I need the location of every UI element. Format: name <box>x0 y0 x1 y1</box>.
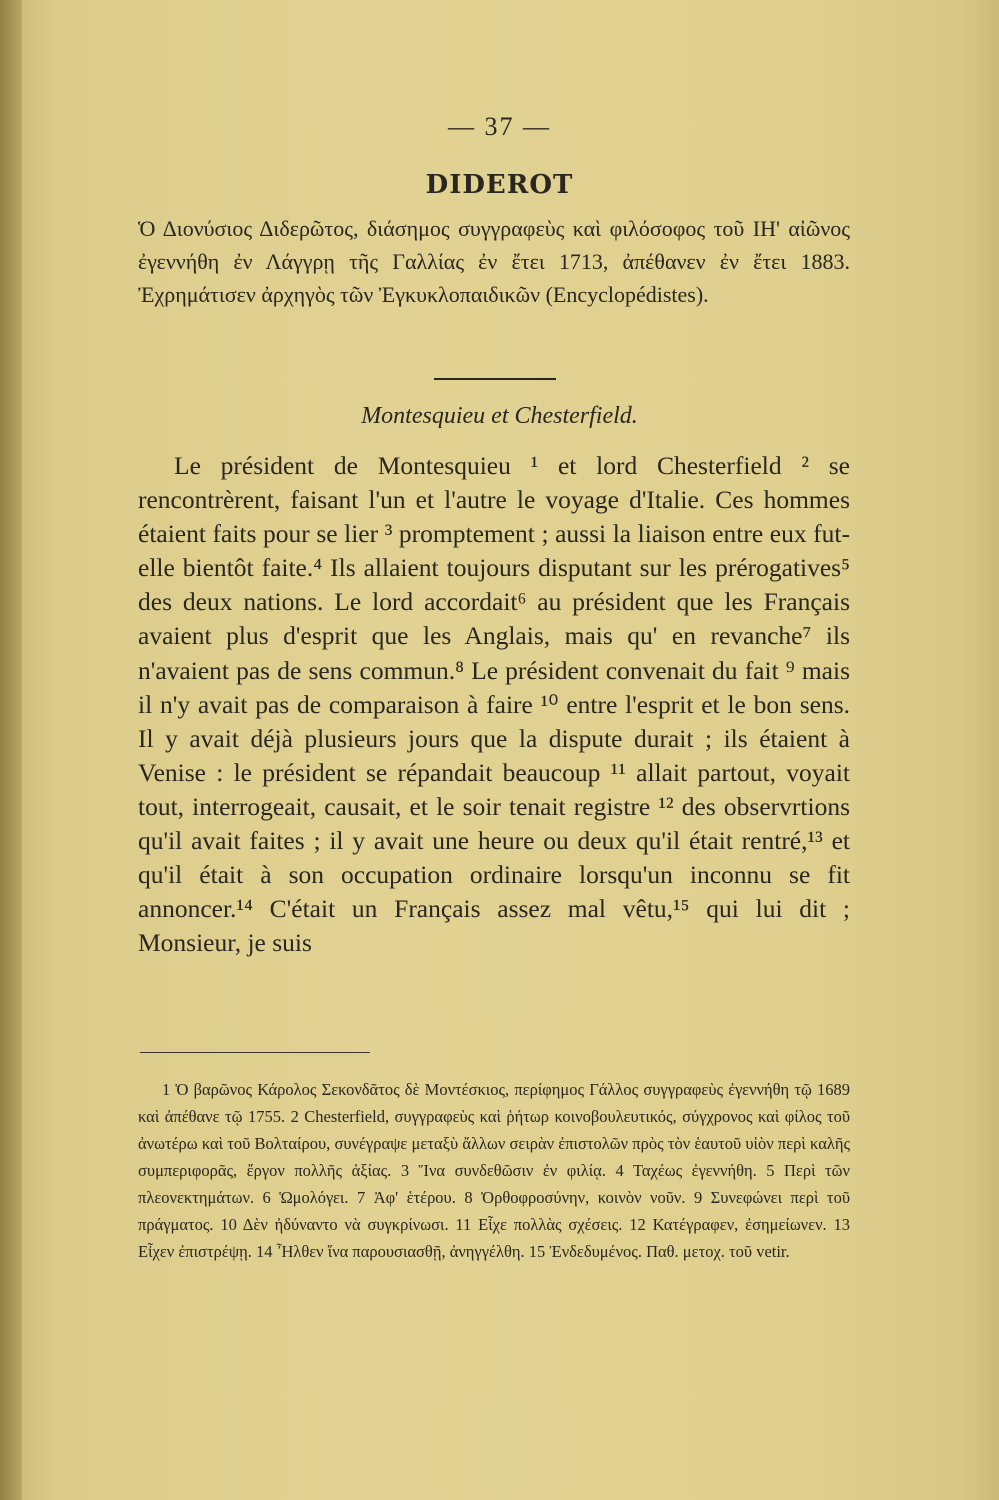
main-paragraph: Le président de Montesquieu ¹ et lord Chesterfield ² se rencontrèrent, faisant l'un et l'autre le voyage d'Italie. Ces hommes étaient faits pour se lier ³ promptement ; aussi la liaison entre eux fut-elle bientôt faite.⁴ Ils allaient toujours disputant sur les prérogatives⁵ des deux nations. Le lord accordait⁶ au président que les Français avaient plus d'esprit que les Anglais, mais qu' en revanche⁷ ils n'avaient pas de sens commun.⁸ Le président convenait du fait ⁹ mais il n'y avait pas de comparaison à faire ¹⁰ entre l'esprit et le bon sens. Il y avait déjà plusieurs jours que la dispute durait ; ils étaient à Venise : le président se répandait beaucoup ¹¹ allait partout, voyait tout, interrogeait, causait, et le soir tenait registre ¹² des observrtions qu'il avait faites ; il y avait une heure ou deux qu'il était rentré,¹³ et qu'il était à son occupation ordinaire lorsqu'un inconnu se fit annoncer.¹⁴ C'était un Français assez mal vêtu,¹⁵ qui lui dit ; Monsieur, je suis <box>138 451 850 958</box>
footnotes-text: 1 Ὁ βαρῶνος Κάρολος Σεκονδᾶτος δὲ Μοντέσκιος, περίφημος Γάλλος συγγραφεὺς ἐγεννήθη τῷ 1689 καὶ ἀπέθανε τῷ 1755. 2 Chesterfield, συγγραφεὺς καὶ ῥήτωρ κοινοβουλευτικός, σύγχρονος καὶ φίλος τοῦ ἀνωτέρω καὶ τοῦ Βολταίρου, συνέγραψε μεταξὺ ἄλλων σειρὰν ἐπιστολῶν πρὸς τὸν ἑαυτοῦ υἱὸν περὶ καλῆς συμπεριφορᾶς, ἔργον πολλῆς ἀξίας. 3 Ἵνα συνδεθῶσιν ἐν φιλίᾳ. 4 Ταχέως ἐγεννήθη. 5 Περὶ τῶν πλεονεκτημάτων. 6 Ὡμολόγει. 7 Ἀφ' ἑτέρου. 8 Ὀρθοφροσύνην, κοινὸν νοῦν. 9 Συνεφώνει περὶ τοῦ πράγματος. 10 Δὲν ἠδύναντο νὰ συγκρίνωσι. 11 Εἶχε πολλὰς σχέσεις. 12 Κατέγραφεν, ἐσημείωνεν. 13 Εἶχεν ἐπιστρέψῃ. 14 Ἦλθεν ἵνα παρουσιασθῇ, ἀνηγγέλθη. 15 Ἐνδεδυμένος. Παθ. μετοχ. τοῦ vetir. <box>138 1080 850 1261</box>
footnotes <box>138 1076 850 1265</box>
section-title: Montesquieu et Chesterfield. <box>361 403 638 429</box>
page-number: — 37 — <box>448 112 551 141</box>
author-intro-text: Ὁ Διονύσιος Διδερῶτος, διάσημος συγγραφεὺς καὶ φιλόσοφος τοῦ ΙΗ' αἰῶνος ἐγεννήθη ἐν Λάγγρῃ τῆς Γαλλίας ἐν ἔτει 1713, ἀπέθανεν ἐν ἔτει 1883. Ἐχρημάτισεν ἀρχηγὸς τῶν Ἐγκυκλοπαιδικῶν (Encyclopédistes). <box>138 216 850 307</box>
page-gutter <box>0 0 22 1500</box>
main-text <box>138 449 850 960</box>
section-divider <box>434 378 556 380</box>
chapter-title: DIDEROT <box>425 170 574 200</box>
author-intro <box>138 212 850 311</box>
footnote-divider <box>140 1052 370 1053</box>
